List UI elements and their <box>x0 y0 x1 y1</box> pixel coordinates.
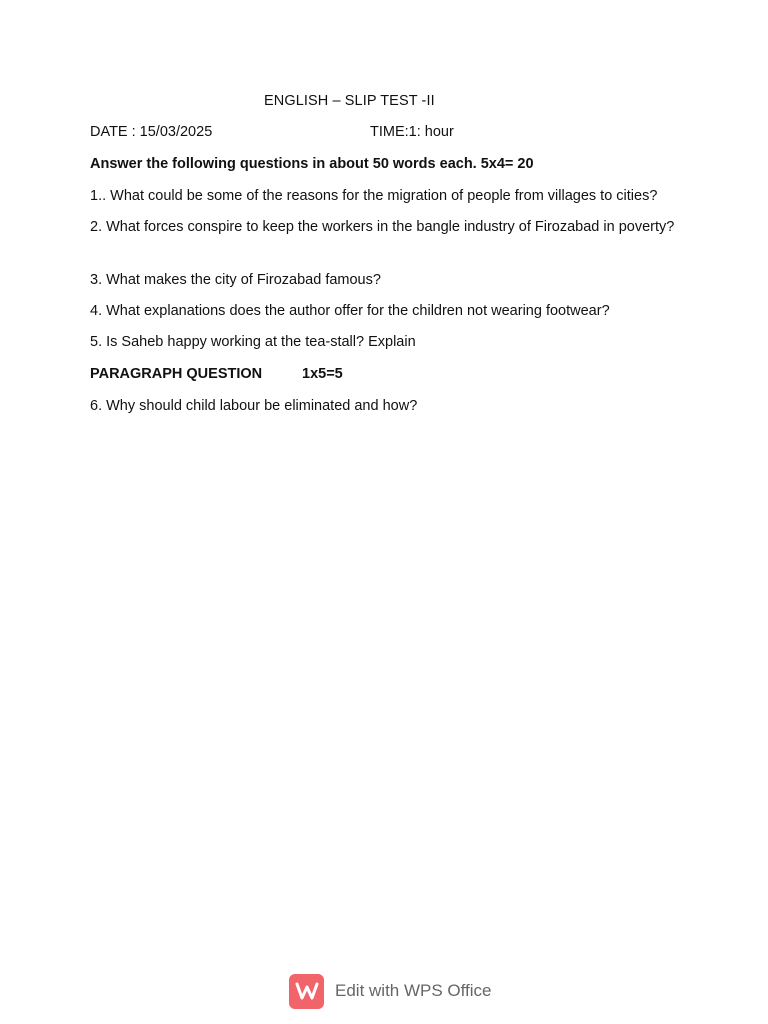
wps-logo-icon <box>289 974 324 1009</box>
question-5: 5. Is Saheb happy working at the tea-stall? Explain <box>90 334 416 350</box>
question-4: 4. What explanations does the author offer for the children not wearing footwear? <box>90 303 610 319</box>
edit-with-wps-button[interactable] <box>289 972 492 1010</box>
question-1: 1.. What could be some of the reasons for the migration of people from villages to cities? <box>90 188 658 204</box>
paragraph-section-label: PARAGRAPH QUESTION <box>90 366 263 382</box>
section-heading-paragraph <box>90 366 343 382</box>
question-2: 2. What forces conspire to keep the workers in the bangle industry of Firozabad in poverty? <box>90 219 675 235</box>
question-6: 6. Why should child labour be eliminated and how? <box>90 398 418 414</box>
question-3: 3. What makes the city of Firozabad famous? <box>90 272 381 288</box>
section-heading-short-answer: Answer the following questions in about 50 words each. 5x4= 20 <box>90 156 534 172</box>
test-time: TIME:1: hour <box>370 124 454 140</box>
test-title: ENGLISH – SLIP TEST -II <box>264 93 435 109</box>
test-date: DATE : 15/03/2025 <box>90 124 213 140</box>
paragraph-section-marks: 1x5=5 <box>302 366 343 382</box>
wps-label: Edit with WPS Office <box>335 981 492 1000</box>
